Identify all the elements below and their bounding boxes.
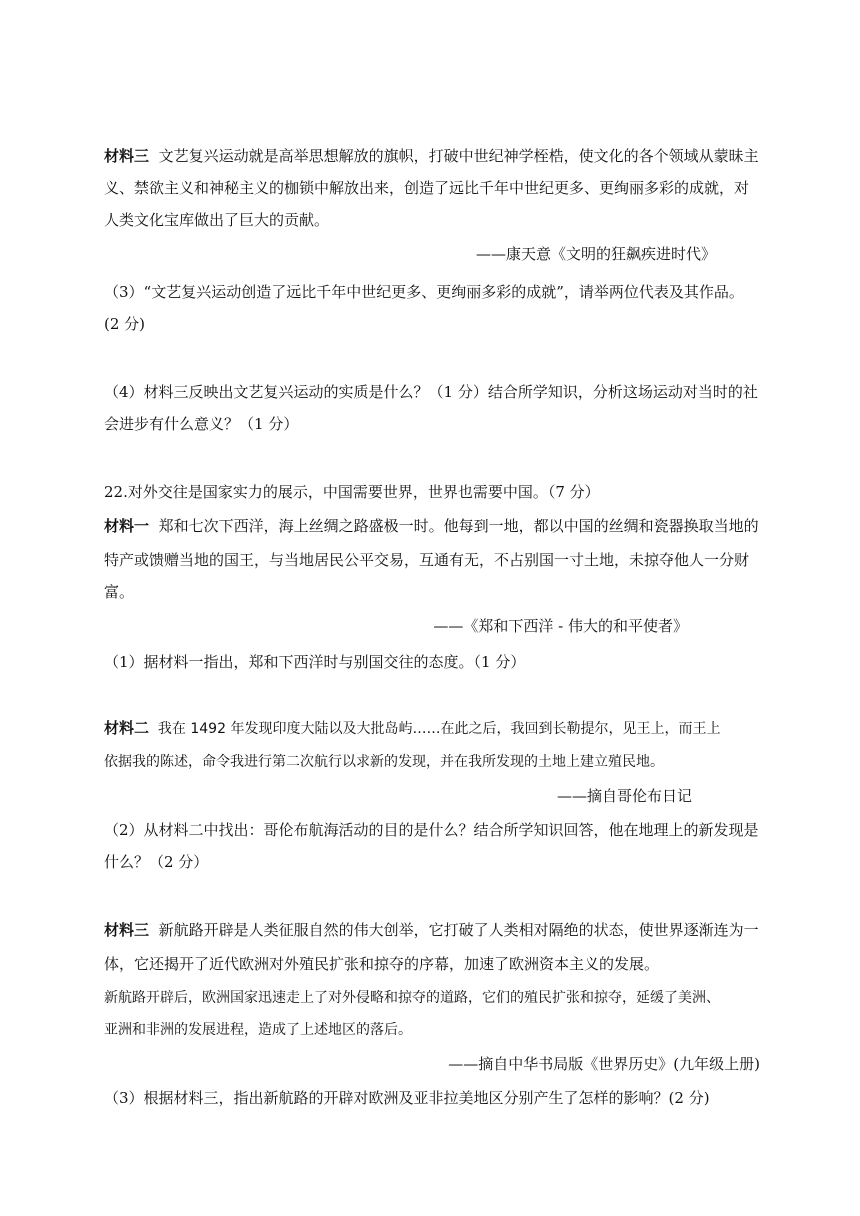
q22-question-1: （1）据材料一指出，郑和下西洋时与别国交往的态度。（1 分） [104, 653, 526, 671]
q22-material-2-source: ——摘自哥伦布日记 [556, 787, 692, 805]
material-label: 材料三 [104, 921, 150, 939]
q22-material-1-line-3: 富。 [104, 583, 135, 601]
q22-material-3-line-2: 体，它还揭开了近代欧洲对外殖民扩张和掠夺的序幕，加速了欧洲资本主义的发展。 [104, 955, 660, 973]
q22-material-1-line-1: 材料一 郑和七次下西洋，海上丝绸之路盛极一时。他每到一地，都以中国的丝绸和瓷器换取当地的 [104, 517, 759, 535]
q22-material-3-line-3: 新航路开辟后，欧洲国家迅速走上了对外侵略和掠夺的道路，它们的殖民扩张和掠夺，延缓了美洲、 [104, 990, 720, 1006]
question-4-line-2: 会进步有什么意义？（1 分） [104, 415, 299, 433]
q22-material-3-line-4: 亚洲和非洲的发展进程，造成了上述地区的落后。 [104, 1022, 412, 1038]
question-22-title: 22.对外交往是国家实力的展示，中国需要世界，世界也需要中国。（7 分） [104, 483, 600, 501]
q22-material-3-source: ——摘自中华书局版《世界历史》(九年级上册) [448, 1055, 760, 1073]
material-3-line-2: 义、禁欲主义和神秘主义的枷锁中解放出来，创造了远比千年中世纪更多、更绚丽多彩的成就，对 [104, 179, 750, 197]
material-label: 材料三 [104, 147, 150, 165]
q22-material-2-line-2: 依据我的陈述，命令我进行第二次航行以求新的发现，并在我所发现的土地上建立殖民地。 [104, 754, 664, 770]
q22-question-3: （3）根据材料三，指出新航路的开辟对欧洲及亚非拉美地区分别产生了怎样的影响？(2 分) [104, 1089, 710, 1107]
q22-question-2-line-2: 什么？（2 分） [104, 853, 209, 871]
q22-material-1-line-2: 特产或馈赠当地的国王，与当地居民公平交易，互通有无，不占别国一寸土地，未掠夺他人一分财 [104, 551, 750, 569]
material-label: 材料二 [104, 719, 150, 737]
question-4-line-1: （4）材料三反映出文艺复兴运动的实质是什么？（1 分）结合所学知识，分析这场运动对当时的社 [104, 383, 758, 401]
q22-material-3-line-1: 材料三 新航路开辟是人类征服自然的伟大创举，它打破了人类相对隔绝的状态，使世界逐渐连为一 [104, 921, 759, 939]
question-3-line-1: （3）“文艺复兴运动创造了远比千年中世纪更多、更绚丽多彩的成就”，请举两位代表及其作品。 [104, 283, 744, 301]
q22-material-2-line-1: 材料二 我在 1492 年发现印度大陆以及大批岛屿……在此之后，我回到长勒提尔，见王上，而王上 [104, 719, 721, 737]
material-3-source: ——康天意《文明的狂飙疾进时代》 [475, 245, 716, 263]
material-3-line-3: 人类文化宝库做出了巨大的贡献。 [104, 211, 330, 229]
material-label: 材料一 [104, 517, 150, 535]
q22-question-2-line-1: （2）从材料二中找出：哥伦布航海活动的目的是什么？结合所学知识回答，他在地理上的新发现是 [104, 821, 759, 839]
question-3-line-2: (2 分) [104, 315, 146, 333]
q22-material-1-source: ——《郑和下西洋 - 伟大的和平使者》 [433, 617, 688, 635]
material-3-line-1: 材料三 文艺复兴运动就是高举思想解放的旗帜，打破中世纪神学桎梏，使文化的各个领域从蒙昧主 [104, 147, 759, 165]
